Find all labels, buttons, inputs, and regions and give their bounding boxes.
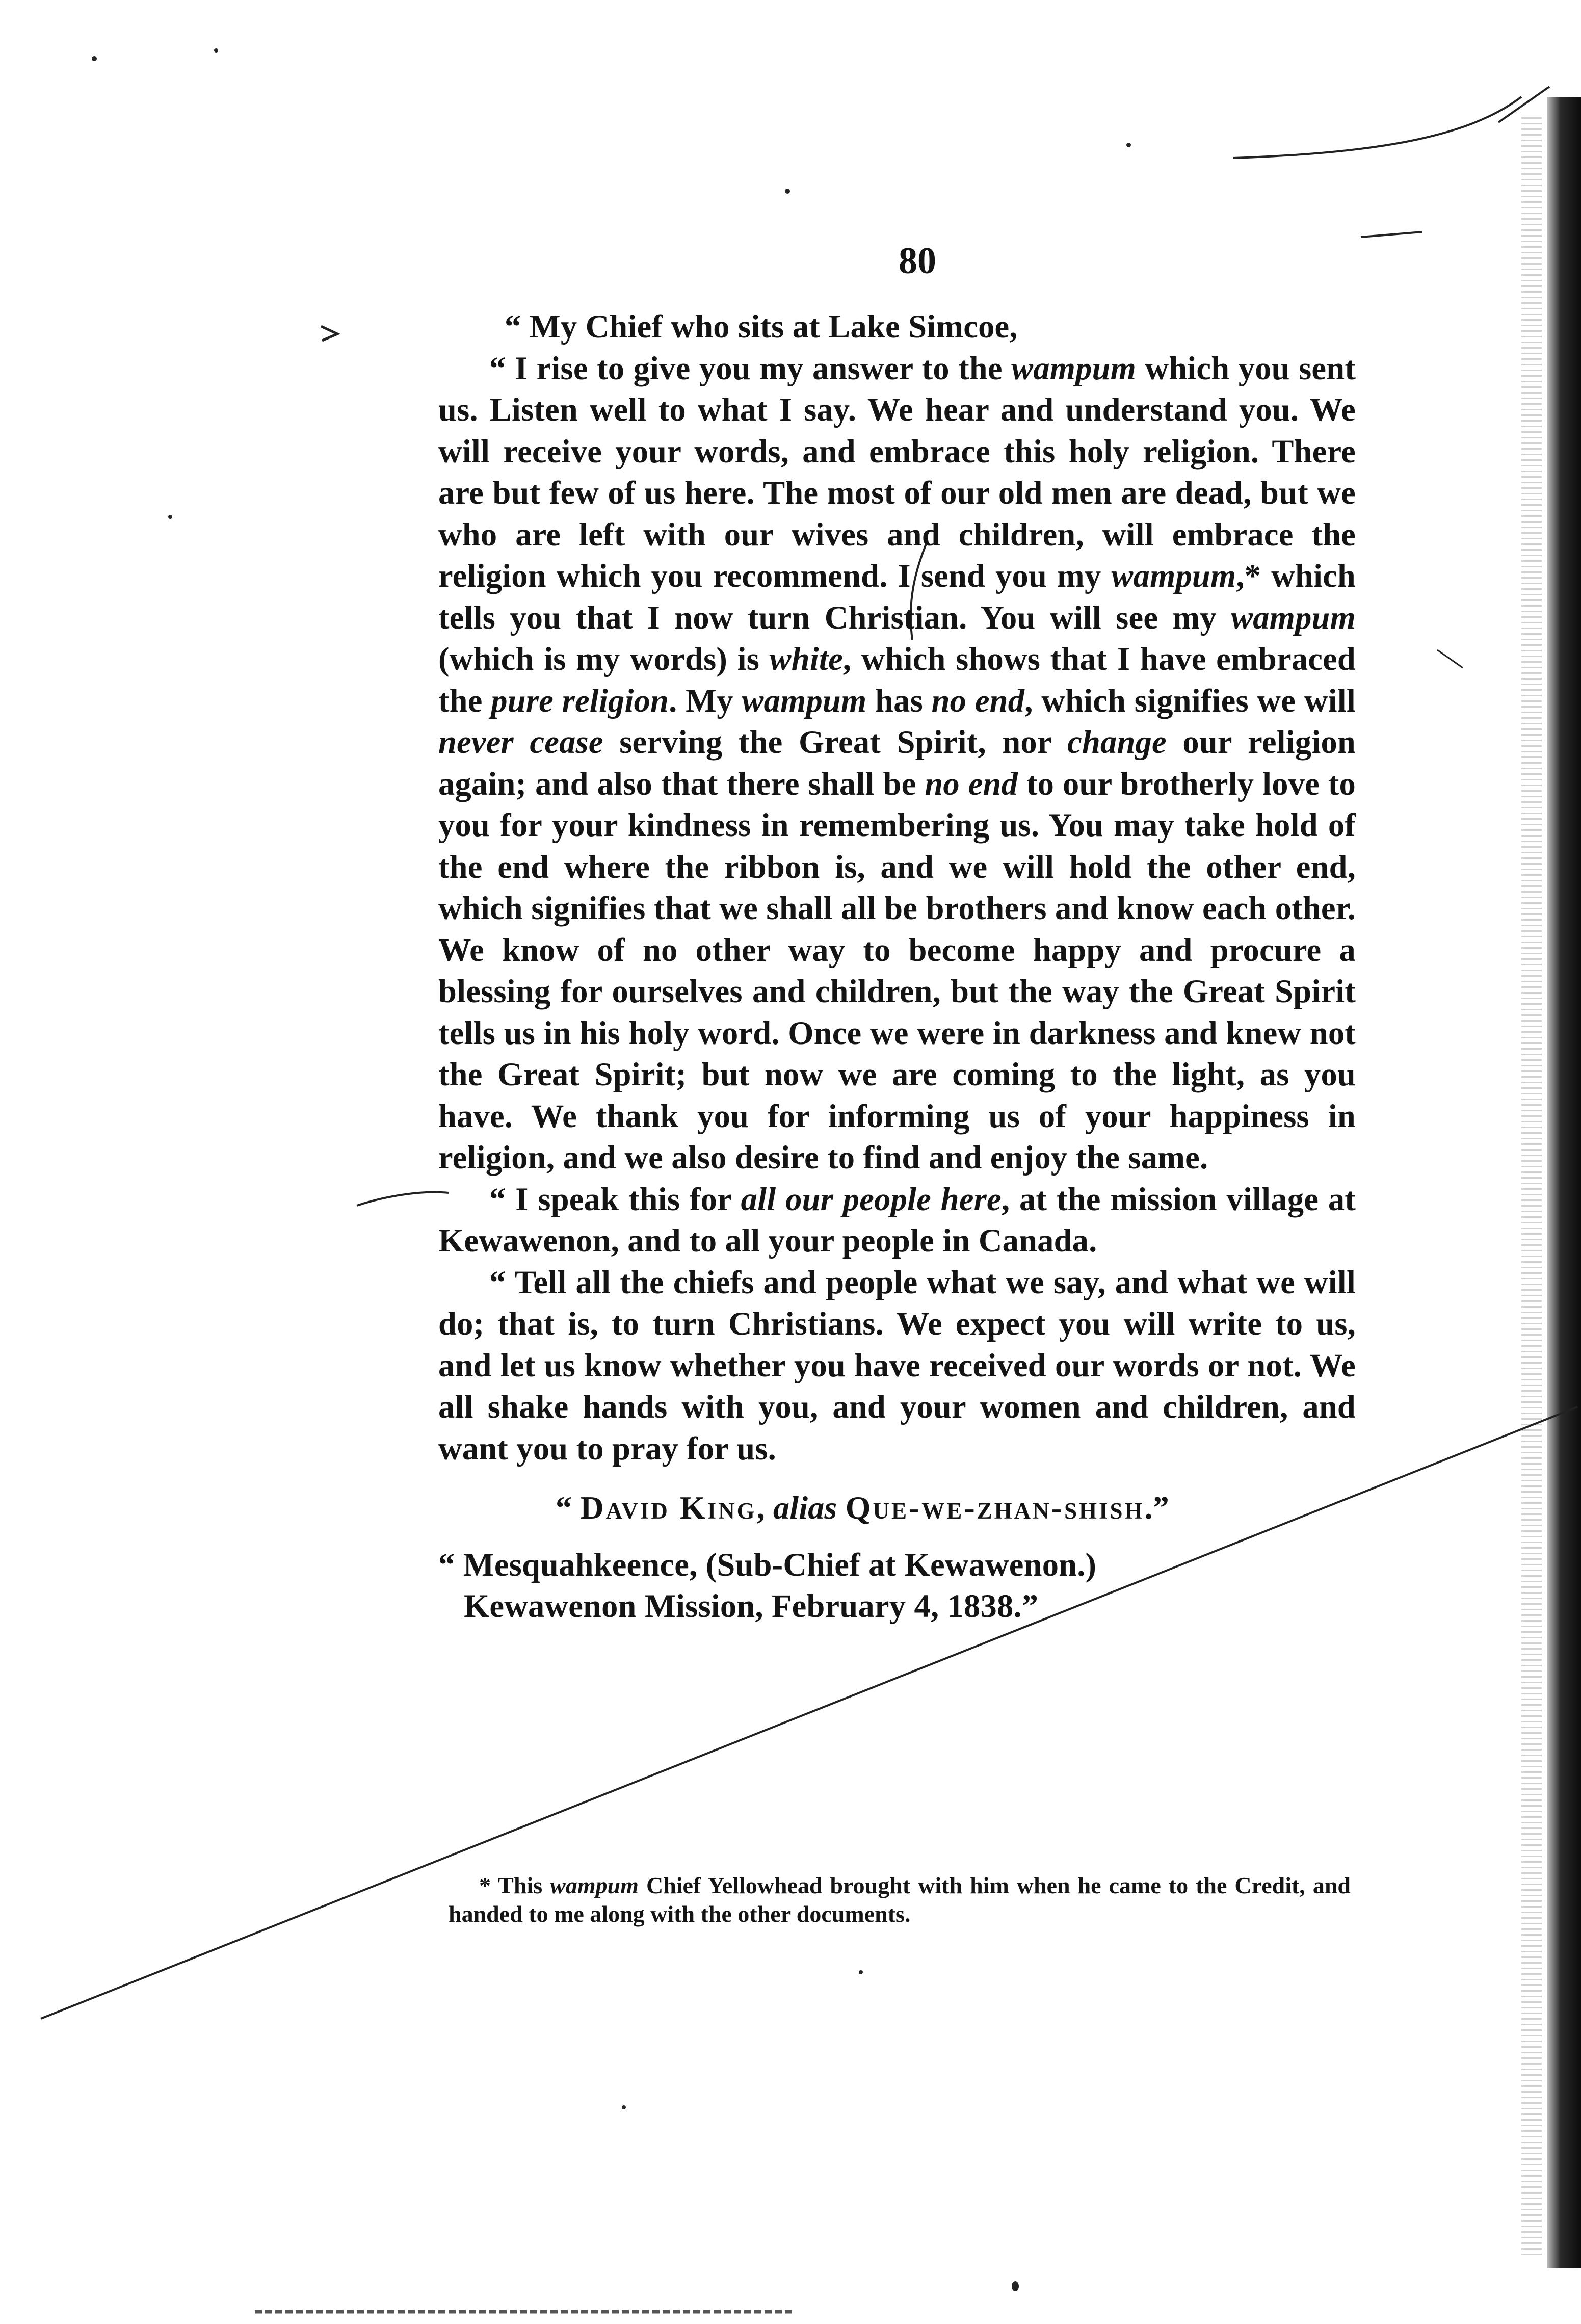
signature-line: “ David King, alias Que-we-zhan-shish.” [556,1490,1169,1526]
italic-emphasis: wampum [742,682,867,719]
footnote-text: * This [479,1872,550,1898]
italic-emphasis: change [1067,724,1167,760]
letter-paragraph [438,1179,1356,1262]
pen-stroke-left [357,1192,449,1206]
signature-open-quote: “ [556,1490,581,1526]
signature-alias-word: alias [773,1490,837,1526]
paragraph-text: “ I rise to give you my answer to the [489,350,1012,386]
paragraph-text: , which signifies we will [1024,682,1356,719]
dust-speck [1126,143,1131,147]
paragraph-text: “ I speak this for [489,1181,741,1217]
page-number: 80 [899,240,936,282]
italic-emphasis: wampum [1231,599,1356,636]
dust-speck [859,1970,863,1974]
italic-emphasis: no end [931,682,1025,719]
footnote-text: Chief Yellowhead brought with him when he came to the Credit, and handed to me along with the other documents. [449,1872,1351,1927]
paragraph-text: “ Tell all the chiefs and people what we say, and what we will do; that is, to turn Christians. We expect you will write to us, and let us know whether you have received our words or not. We all shake hands with you, and your women and children, and want you to pray for us. [438,1264,1356,1467]
paragraph-text: , at the mission village at Kewawenon, and to all your people in Canada. [438,1181,1356,1259]
signature-alias-name: Que-we-zhan-shish [845,1490,1145,1526]
pen-dash-right [1361,232,1422,237]
italic-emphasis: pure religion [491,682,669,719]
italic-emphasis: wampum [1111,558,1236,594]
dust-speck [214,48,218,53]
pen-caret-left [321,326,337,341]
paragraph-text: ,* which tells you that I now turn Christian. You will see my [438,558,1356,636]
pen-tick-right [1437,650,1463,668]
signature-name: David King [580,1490,757,1526]
signature-close-quote: .” [1144,1490,1169,1526]
subchief-line: “ Mesquahkeence, (Sub-Chief at Kewawenon.) [438,1546,1097,1583]
italic-emphasis: all our people here [741,1181,1002,1217]
dust-speck [622,2105,626,2109]
italic-emphasis: no end [925,765,1018,802]
italic-emphasis: wampum [550,1872,639,1898]
letter-paragraph [438,1262,1356,1470]
paragraph-text: , which shows that I have embraced the [438,641,1356,719]
italic-emphasis: never cease [438,724,603,760]
dust-speck [92,56,97,61]
footnote [449,1871,1351,1928]
letter-body [438,306,1356,1627]
pen-stroke-top-right [1233,97,1521,158]
paragraph-text: (which is my words) is [438,641,770,677]
paragraph-text: has [866,682,932,719]
italic-emphasis: wampum [1011,350,1137,386]
dust-speck [785,189,790,194]
paragraph-text: our religion again; and also that there shall be [438,724,1356,802]
dust-speck [168,515,172,519]
pen-stroke-corner [1498,87,1549,122]
paragraph-text: to our brotherly love to you for your kindness in remembering us. You may take hold of the end where the ribbon is, and we will hold the other end, which signifies that we shall all be brothers and know each other. We know of no other way to become happy and procure a blessing for ourselves and children, but the way the Great Spirit tells us in his holy word. Once we were in darkness and knew not the Great Spirit; but now we are coming to the light, as you have. We thank you for informing us of your happiness in religion, and we also desire to find and enjoy the same. [438,765,1356,1176]
paragraph-text: which you sent us. Listen well to what I say. We hear and understand you. We will receive your words, and embrace this holy religion. There are but few of us here. The most of our old men are dead, but we who are left with our wives and children, will embrace the religion which you recommend. I send you my [438,350,1356,594]
letter-paragraph [438,348,1356,1179]
paragraph-text: . My [669,682,742,719]
salutation-heading: “ My Chief who sits at Lake Simcoe, [505,308,1018,345]
place-date-line: Kewawenon Mission, February 4, 1838.” [464,1588,1039,1624]
dust-speck [1012,2281,1019,2291]
italic-emphasis: white [769,641,843,677]
paragraph-text: serving the Great Spirit, nor [603,724,1068,760]
